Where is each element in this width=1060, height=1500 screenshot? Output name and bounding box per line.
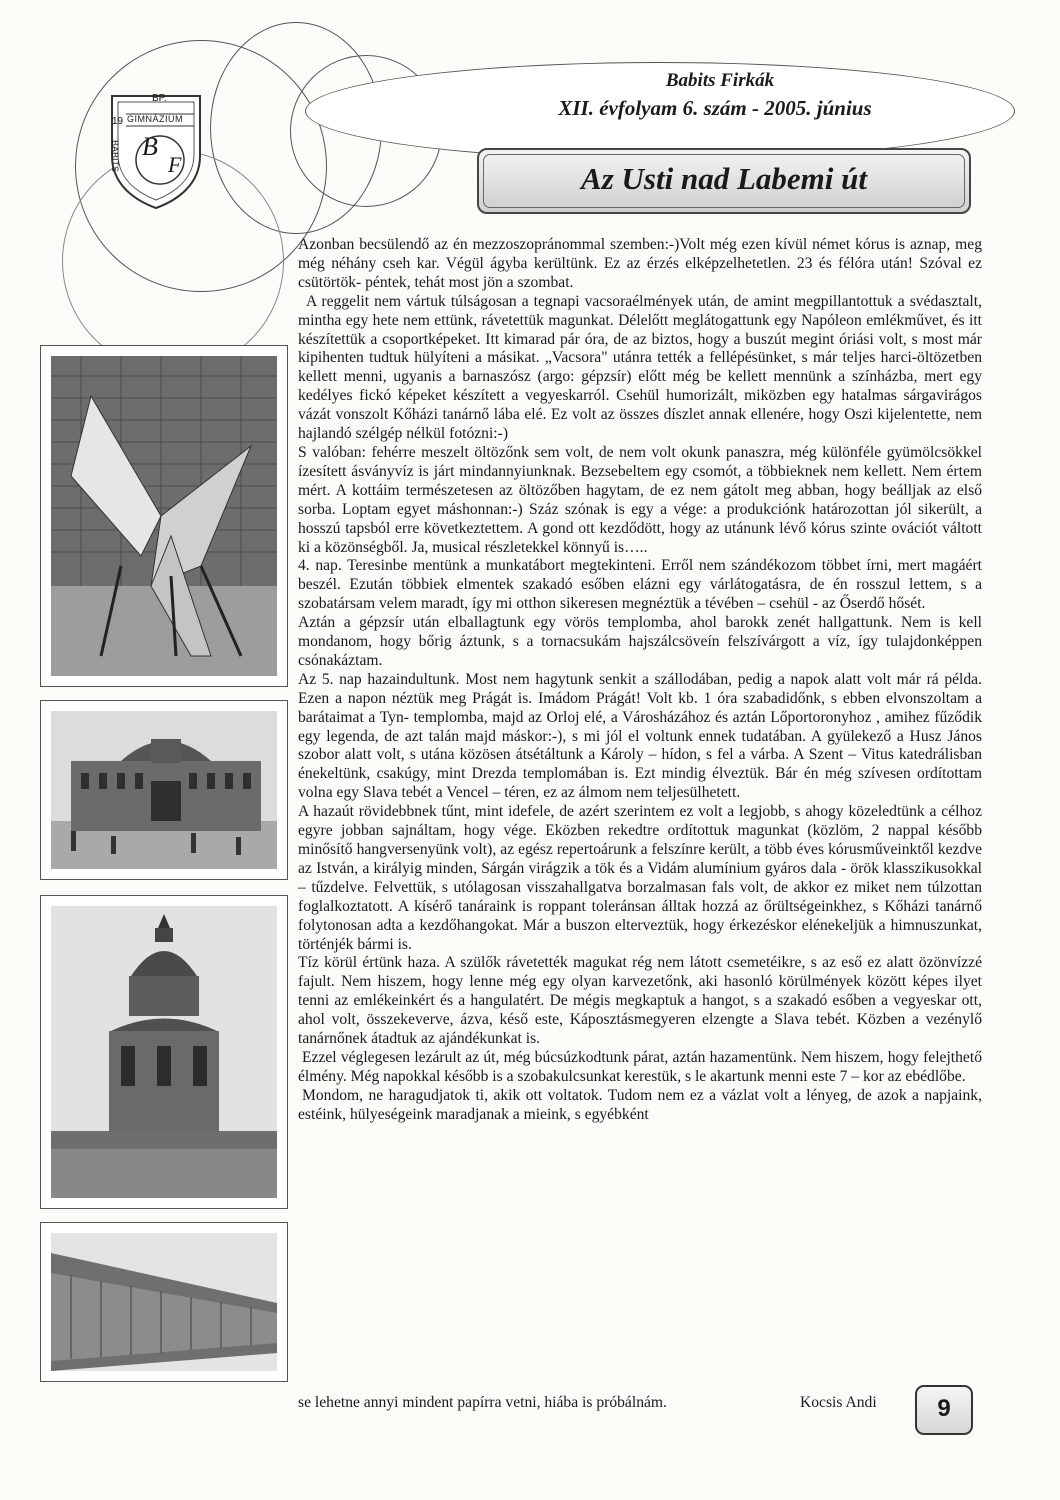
paragraph: Mondom, ne haragudjatok ti, akik ott voltatok. Tudom nem ez a vázlat volt a lényeg, de azok a napjaink, estéink, hülyeségeink maradjanak a mieink, s egyébként — [298, 1086, 982, 1123]
logo-letter-f: F — [168, 152, 182, 177]
closing-line: se lehetne annyi mindent papírra vetni, hiába is próbálnám. — [298, 1394, 667, 1411]
masthead-name: Babits Firkák — [665, 70, 775, 91]
paragraph: Az 5. nap hazaindultunk. Most nem hagytunk senkit a szállodában, pedig a napok alatt volt már rá példa. Ezen a napon néztük meg Prágát is. Imádom Prágát! Volt kb. 1 óra szabadidőnk, s ebben elvonszoltam a barátaimat a Tyn- templomba, majd az Orloj elé, a Városházához és aztán Lőportoronyhoz , amihez fűződik egy legenda, de azt talán majd máskor:-), s mi jól el voltunk ennek tudatában. A gyülekező a Husz János szobor alatt volt, s utána közösen átsétáltunk a Károly – hídon, s fel a várba. A Szent – Vitus katedrálisban énekeltünk, csakúgy, mint Drezda templomában is. Ezt mindig élveztük. Bár én még szívesen ordítottam volna egy Slava tebét a Vencel – téren, ez az álmom nem teljesülhetett. — [298, 670, 982, 802]
logo-gimnazium: GIMNÁZIUM — [127, 114, 183, 124]
paragraph: A reggelit nem vártuk túlságosan a tegnapi vacsoraélmények után, de amint megpillantottuk a svédasztalt, mintha egy hete nem ettünk, rávetettük magunkat. Délelőtt meglátogattunk egy Napóleon emlékművet, és itt készítettük a csoportképeket. Itt kimarad pár óra, de az biztos, hogy a buszút megint óriási volt, s most már kipihenten tudtuk hülyíteni a másikat. „Vacsora" utánra tették a fellépésünket, s már teljes harci-öltözetben kellett menni, ugyanis a barnaszósz (argo: gépzsír) előtt még be kellett mennünk a színházba, mert egy kedélyes fickó képeket készített a vegyeskarról. Csehül humorizált, miközben egy hatalmas sárgavirágos vázát vonszolt Kőházi tanárnő lába elé. Ez volt az összes díszlet annak ellenére, hogy Oszi kijelentette, nem hajlandó szélgép nélkül fotózni:-) — [298, 292, 982, 443]
logo-letter-b: B — [142, 132, 158, 161]
paragraph: A hazaút rövidebbnek tűnt, mint idefele, de azért szerintem ez volt a legjobb, s ahogy közeledtünk a célhoz egyre jobban sajnáltam, hogy vége. Eközben rekedtre ordítottuk magunkat (közlöm, 2 nappal később minősítő hangversenyünk volt), az egész repertoárunk a felszínre került, a több éves kórusműveinktől kezdve az István, a királyig minden, Sárgán virágzik a tök és a Vidám alumínium gyáros dala - örök klasszikusokkal – tűzdelve. Felvettük, s utólagosan visszahallgatva borzalmasan fals volt, de akkor ez miket nem túlzottan foglalkoztatott. A kísérő tanáraink is roppant toleránsan álltak hozzá az őrültségeinkhez, s Kőházi tanárnő folytonosan adta a kezdőhangokat. Már a buszon elterveztük, hogy érkezéskor elénekeljük a himnuszunkat, történjék bármi is. — [298, 803, 982, 953]
paragraph: Tíz körül értünk haza. A szülők rávetették magukat rég nem látott csemetéikre, s az eső ez alatt özönvízzé fajult. Nem hiszem, hogy lenne még egy olyan karvezetőnk, aki hasonló körülmények között képes ilyet tenni az emlékeinkért és a hangulatért. De mégis megkaptuk a hangot, s a szakadó esőben a vegyeskar ott, ahol volt, összekeverve, ázva, késő este, Káposztásmegyeren elzengte a Slava tebét. Közben a vezénylő tanárnőnek átadtuk az ajándékunkat is. — [298, 954, 982, 1048]
paragraph: 4. nap. Teresinbe mentünk a munkatábort megtekinteni. Erről nem szándékozom többet írni, mert magáért beszél. Ezután többiek elmentek szakadó esőben elázni egy várlátogatásra, de én rosszul lettem, s a szobatársam velem maradt, így mi otthon sikeresen megnéztük a tévében – csehül - az Őserdő hősét. — [298, 557, 982, 613]
logo-bp: BP. — [152, 93, 167, 104]
logo-babits: BABITS — [110, 140, 120, 173]
paragraph: Ezzel véglegesen lezárult az út, még búcsúzkodtunk párat, aztán hazamentünk. Nem hiszem, hogy felejthető élmény. Még napokkal később is a szobakulcsunkat kerestük, s le akartunk menni este 7 – kor az ebédlőbe. — [298, 1048, 982, 1085]
paragraph: S valóban: fehérre meszelt öltözőnk sem volt, de nem volt okunk panaszra, még különféle gyümölcsökkel ízesített ásványvíz is járt mindannyiunknak. Bezsebeltem egy csomót, a többieknek nem kellett. Nem értem mért. A kottáim természetesen az öltözőben hagytam, de ez nem gátolt meg abban, hogy beálljak az első sorba. Loptam egyet máshonnan:-) Száz szónak is egy a vége: a produkciónk határozottan jól sikerült, a hosszú tapsból erre következtettem. A gond ott kezdődött, hogy az utánunk lévő kórus szinte ovációt váltott ki a közönségből. Ja, musical részletekkel könnyű is….. — [298, 443, 982, 556]
logo-number: 19 — [112, 116, 124, 127]
article-body — [298, 236, 982, 1125]
sculpture-photo — [40, 345, 288, 687]
article-title: Az Usti nad Labemi út — [581, 161, 867, 196]
opera-house-photo — [40, 700, 288, 880]
article-title-box — [477, 148, 971, 214]
paragraph: Azonban becsülendő az én mezzoszopránommal szemben:-)Volt még ezen kívül német kórus is aznap, meg még néhány cseh kar. Végül ágyba kerültünk. Ez az érzés elképzelhetetlen. 23 és félóra után! Szóval ez csütörtök- péntek, tehát most jön a szombat. — [298, 236, 982, 291]
author-name: Kocsis Andi — [800, 1394, 877, 1411]
page-number-box — [915, 1385, 973, 1435]
paragraph: Aztán a gépzsír után elballagtunk egy vörös templomba, ahol barokk zenét hallgattunk. Nem is kell mondanom, hogy bőrig áztunk, s a tornacsukám hajszálcsöveín felszívárgott a víz, így tulajdonképpen csónakáztam. — [298, 614, 982, 669]
pavilion-photo — [40, 895, 288, 1209]
masthead-issue: XII. évfolyam 6. szám - 2005. június — [558, 96, 872, 120]
page-number: 9 — [937, 1395, 951, 1422]
mural-wall-photo — [40, 1222, 288, 1382]
